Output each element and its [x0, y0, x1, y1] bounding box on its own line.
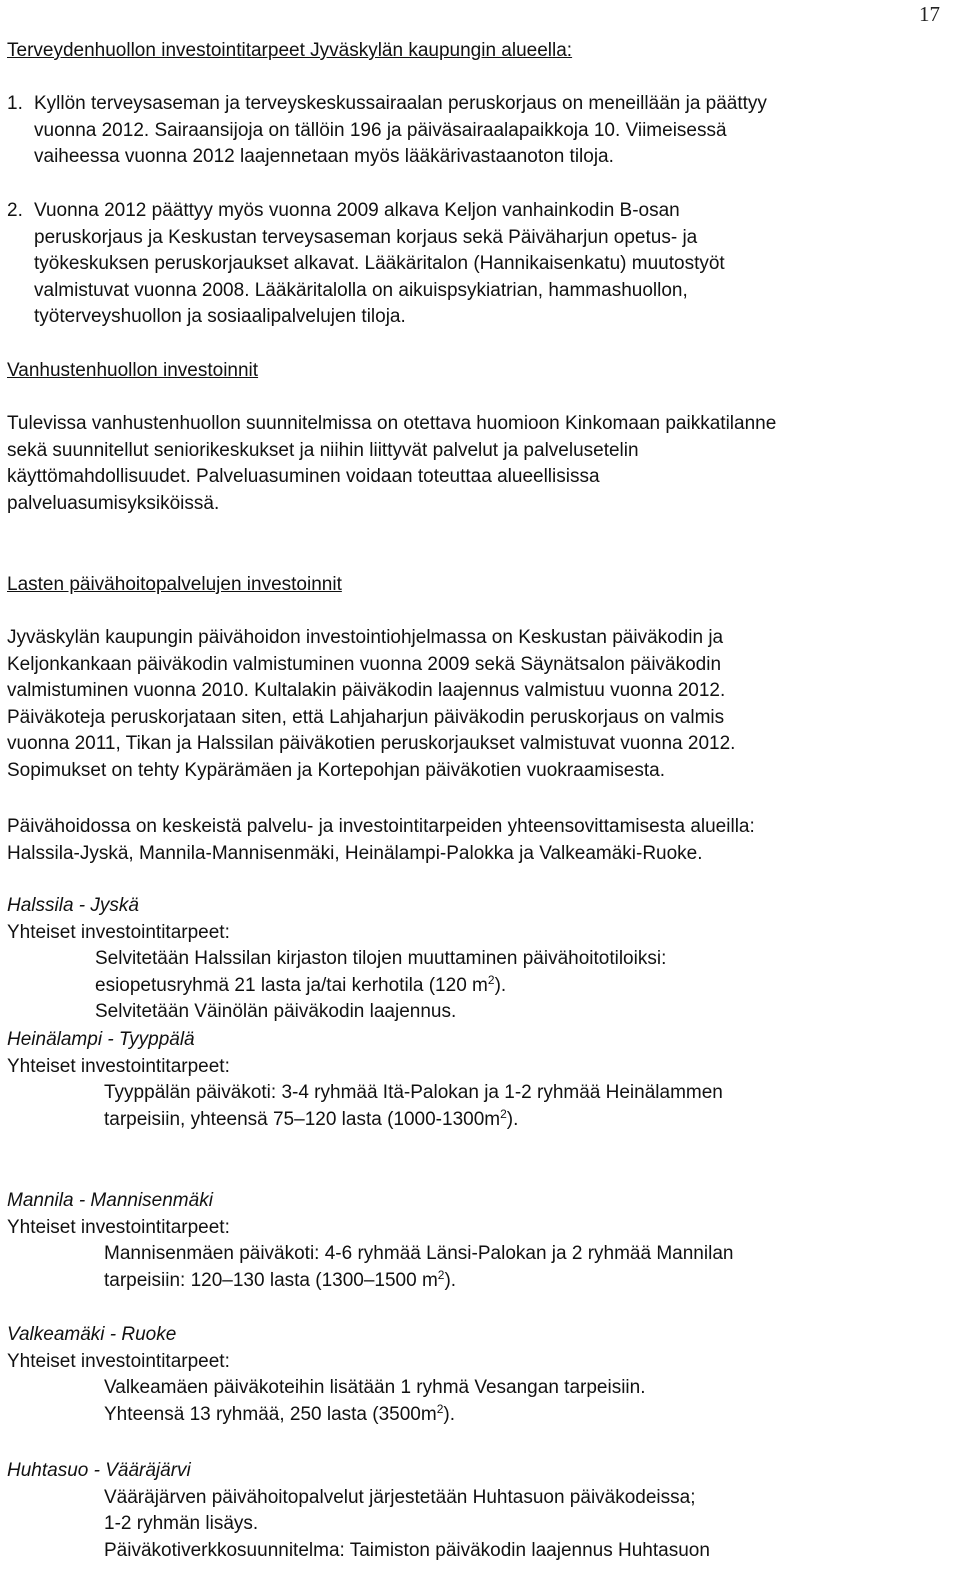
section-heading-health: Terveydenhuollon investointitarpeet Jyväskylän kaupungin alueella: [7, 40, 573, 61]
text-line: vuonna 2012. Sairaansijoja on tällöin 196 ja päiväsairaalapaikkoja 10. Viimeisessä [34, 119, 727, 141]
area-details [7, 1080, 947, 1133]
daycare-heading-block [7, 572, 947, 599]
area-huhtasuo [7, 1458, 947, 1564]
area-heinalampi [7, 1027, 947, 1133]
coordination-paragraph [7, 814, 947, 867]
section-heading-daycare: Lasten päivähoitopalvelujen investoinnit [7, 574, 342, 595]
area-details [7, 1241, 947, 1294]
elderly-paragraph [7, 411, 947, 517]
text-line: Tulevissa vanhustenhuollon suunnitelmissa on otettava huomioon Kinkomaan paikkatilanne [7, 413, 777, 434]
text-line: Kyllön terveysaseman ja terveyskeskussairaalan peruskorjaus on meneillään ja päättyy [34, 93, 767, 114]
area-halssila [7, 893, 947, 1026]
elderly-heading-block [7, 358, 947, 385]
common-needs-label: Yhteiset investointitarpeet: [7, 1350, 230, 1372]
text-line: vaiheessa vuonna 2012 laajennetaan myös lääkärivastaanoton tiloja. [34, 146, 614, 167]
text-line: Vuonna 2012 päättyy myös vuonna 2009 alkava Keljon vanhainkodin B-osan [34, 200, 680, 221]
text-line: Valkeamäen päiväkoteihin lisätään 1 ryhmä Vesangan tarpeisiin. [104, 1377, 646, 1398]
text-line: Selvitetään Väinölän päiväkodin laajennus. [95, 1001, 457, 1022]
text-line: Päiväkotiverkkosuunnitelma: Taimiston päiväkodin laajennus Huhtasuon [104, 1539, 710, 1561]
health-item-1 [7, 91, 917, 171]
area-title: Huhtasuo - Vääräjärvi [7, 1460, 191, 1481]
area-title: Valkeamäki - Ruoke [7, 1324, 177, 1345]
text-line: 1-2 ryhmän lisäys. [104, 1513, 259, 1534]
text-line: Sopimukset on tehty Kypärämäen ja Kortepohjan päiväkotien vuokraamisesta. [7, 759, 665, 781]
area-valkeamaki [7, 1322, 947, 1428]
text-line: Vääräjärven päivähoitopalvelut järjestetään Huhtasuon päiväkodeissa; [104, 1486, 696, 1508]
text-line: Jyväskylän kaupungin päivähoidon investointiohjelmassa on Keskustan päiväkodin ja [7, 627, 724, 648]
area-title: Heinälampi - Tyyppälä [7, 1029, 195, 1050]
text-line: tarpeisiin, yhteensä 75–120 lasta $(1000-1300m^2)$. [104, 1106, 519, 1130]
area-details [7, 946, 947, 1026]
text-line: tarpeisiin: 120–130 lasta (1300–1500 $m^2$). [104, 1267, 457, 1291]
text-line: valmistuvat vuonna 2008. Lääkäritalolla on aikuispsykiatrian, hammashuollon, [34, 279, 688, 301]
text-line: palveluasumisyksiköissä. [7, 492, 220, 514]
text-line: Mannisenmäen päiväkoti: 4-6 ryhmää Länsi-Palokan ja 2 ryhmää Mannilan [104, 1243, 734, 1264]
text-line: Päivähoidossa on keskeistä palvelu- ja investointitarpeiden yhteensovittamisesta alueilla: [7, 816, 755, 837]
area-title: Mannila - Mannisenmäki [7, 1190, 213, 1211]
text-line: peruskorjaus ja Keskustan terveysaseman korjaus sekä Päiväharjun opetus- ja [34, 226, 698, 248]
text-line: valmistuminen vuonna 2010. Kultalakin päiväkodin laajennus valmistuu vuonna 2012. [7, 680, 726, 701]
common-needs-label: Yhteiset investointitarpeet: [7, 1055, 230, 1077]
area-title: Halssila - Jyskä [7, 895, 139, 916]
text-line: Halssila-Jyskä, Mannila-Mannisenmäki, Heinälampi-Palokka ja Valkeamäki-Ruoke. [7, 842, 703, 864]
text-line: Selvitetään Halssilan kirjaston tilojen muuttaminen päivähoitotiloiksi: [95, 948, 667, 969]
text-line: työkeskuksen peruskorjaukset alkavat. Lääkäritalon (Hannikaisenkatu) muutostyöt [34, 253, 725, 274]
health-heading-block [7, 38, 947, 65]
text-line: esiopetusryhmä 21 lasta ja/tai kerhotila (120 $m^2$). [95, 972, 507, 996]
text-line: Tyyppälän päiväkoti: 3-4 ryhmää Itä-Palokan ja 1-2 ryhmää Heinälammen [104, 1082, 723, 1103]
page-number: 17 [919, 2, 940, 26]
area-mannila [7, 1188, 947, 1294]
section-heading-elderly: Vanhustenhuollon investoinnit [7, 360, 259, 381]
list-number: 1. [7, 93, 23, 114]
text-line: Päiväkoteja peruskorjataan siten, että Lahjaharjun päiväkodin peruskorjaus on valmis [7, 706, 725, 728]
list-number: 2. [7, 200, 23, 221]
daycare-paragraph [7, 625, 947, 784]
text-line: Yhteensä 13 ryhmää, 250 lasta $(3500m^2)$. [104, 1401, 456, 1425]
text-line: sekä suunnitellut seniorikeskukset ja niihin liittyvät palvelut ja palvelusetelin [7, 439, 639, 461]
text-line: Keljonkankaan päiväkodin valmistuminen vuonna 2009 sekä Säynätsalon päiväkodin [7, 653, 722, 675]
common-needs-label: Yhteiset investointitarpeet: [7, 921, 230, 943]
health-item-2 [7, 198, 917, 331]
area-details [7, 1375, 947, 1428]
text-line: vuonna 2011, Tikan ja Halssilan päiväkotien peruskorjaukset valmistuvat vuonna 2012. [7, 733, 736, 754]
text-line: työterveyshuollon ja sosiaalipalvelujen tiloja. [34, 306, 406, 327]
area-details [7, 1485, 947, 1565]
text-line: käyttömahdollisuudet. Palveluasuminen voidaan toteuttaa alueellisissa [7, 466, 600, 487]
common-needs-label: Yhteiset investointitarpeet: [7, 1216, 230, 1238]
